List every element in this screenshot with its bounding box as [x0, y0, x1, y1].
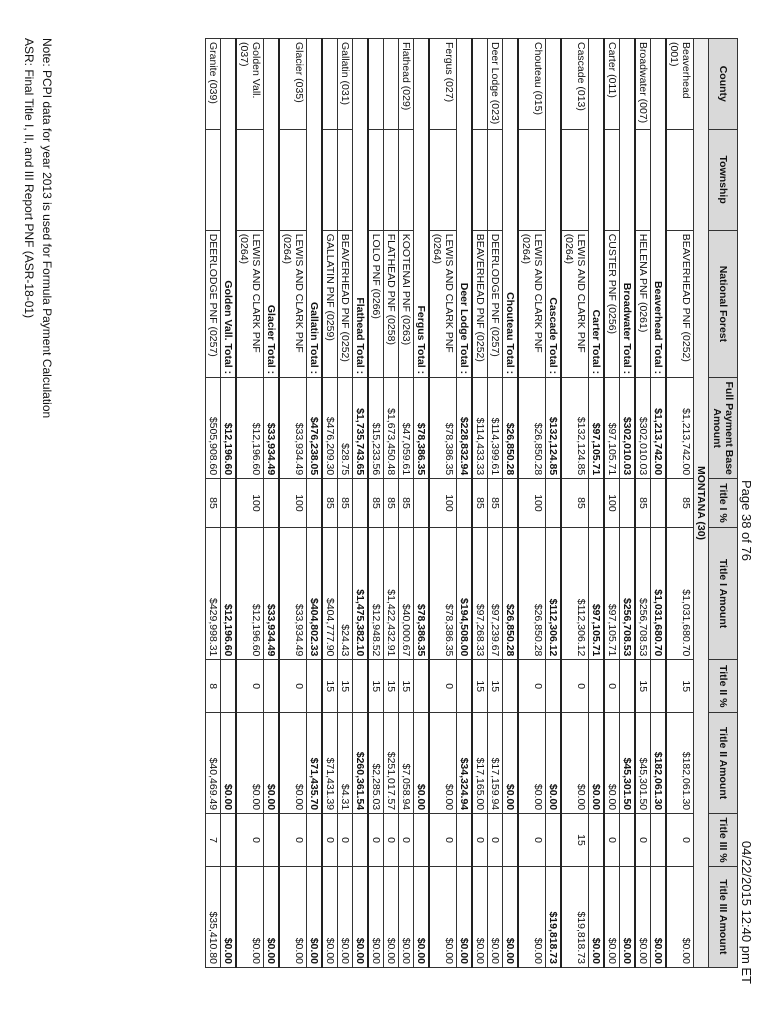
county-cell [368, 39, 384, 130]
page-footer [20, 38, 56, 418]
title1-amount-cell: $256,708.53 [635, 527, 651, 660]
title2-pct-cell [221, 660, 237, 713]
title1-amount-cell: $12,196.60 [221, 527, 237, 660]
title1-amount-cell: $78,386.35 [429, 527, 457, 660]
total-label: Beaverhead Total : [651, 39, 667, 378]
title2-pct-cell [503, 660, 519, 713]
title2-amount-cell: $4.31 [338, 713, 353, 814]
title2-amount-cell: $2,285.03 [368, 713, 384, 814]
township-cell [399, 129, 414, 230]
state-row [694, 39, 709, 968]
title3-amount-cell: $0.00 [429, 866, 457, 967]
county-cell: Glacier (035) [279, 39, 307, 130]
title3-pct-cell: 7 [206, 814, 221, 867]
township-cell [206, 129, 221, 230]
title1-amount-cell: $1,031,680.70 [651, 527, 667, 660]
title1-pct-cell: 85 [472, 479, 488, 527]
full-payment-cell: $33,934.49 [264, 378, 280, 479]
title1-amount-cell: $33,934.49 [279, 527, 307, 660]
title2-amount-cell: $17,165.00 [472, 713, 488, 814]
township-cell [635, 129, 651, 230]
title3-amount-cell: $35,410.80 [206, 866, 221, 967]
title2-amount-cell: $0.00 [561, 713, 589, 814]
county-cell [384, 39, 399, 130]
county-cell: Cascade (013) [561, 39, 589, 130]
table-row [429, 39, 457, 968]
title1-amount-cell: $12,196.60 [236, 527, 264, 660]
title3-amount-cell: $0.00 [488, 866, 503, 967]
total-row [353, 39, 369, 968]
title2-pct-cell [589, 660, 605, 713]
title3-amount-cell: $0.00 [264, 866, 280, 967]
title3-amount-cell: $0.00 [322, 866, 338, 967]
col-title3-pct: Title III % [709, 814, 738, 867]
county-cell: Flathead (029) [399, 39, 414, 130]
title3-pct-cell: 0 [518, 814, 546, 867]
title1-pct-cell [264, 479, 280, 527]
table-row [368, 39, 384, 968]
full-payment-cell: $132,124.85 [561, 378, 589, 479]
full-payment-cell: $1,213,742.00 [651, 378, 667, 479]
forest-cell: DEERLODGE PNF (0257) [488, 230, 503, 377]
title3-pct-cell [353, 814, 369, 867]
title3-amount-cell: $0.00 [414, 866, 430, 967]
total-label: Carter Total : [589, 39, 605, 378]
title2-amount-cell: $0.00 [279, 713, 307, 814]
title3-pct-cell [264, 814, 280, 867]
full-payment-cell: $132,124.85 [546, 378, 562, 479]
township-cell [236, 129, 264, 230]
title3-pct-cell: 0 [399, 814, 414, 867]
title3-pct-cell [307, 814, 323, 867]
title2-pct-cell [353, 660, 369, 713]
title2-amount-cell: $0.00 [589, 713, 605, 814]
full-payment-cell: $15,233.56 [368, 378, 384, 479]
total-label: Cascade Total : [546, 39, 562, 378]
title3-pct-cell: 0 [236, 814, 264, 867]
title2-amount-cell: $45,301.50 [620, 713, 636, 814]
title3-amount-cell: $0.00 [399, 866, 414, 967]
title1-pct-cell [457, 479, 473, 527]
table-row [322, 39, 338, 968]
title3-amount-cell: $0.00 [221, 866, 237, 967]
full-payment-cell: $114,433.33 [472, 378, 488, 479]
title2-amount-cell: $182,061.30 [666, 713, 694, 814]
title1-pct-cell [620, 479, 636, 527]
title2-pct-cell: 15 [635, 660, 651, 713]
title2-amount-cell: $0.00 [221, 713, 237, 814]
title2-pct-cell: 15 [399, 660, 414, 713]
title3-pct-cell [546, 814, 562, 867]
title2-amount-cell: $34,324.94 [457, 713, 473, 814]
title1-pct-cell [414, 479, 430, 527]
forest-cell: LEWIS AND CLARK PNF (0264) [236, 230, 264, 377]
title2-pct-cell: 15 [488, 660, 503, 713]
full-payment-cell: $47,059.61 [399, 378, 414, 479]
title2-pct-cell: 0 [518, 660, 546, 713]
title2-amount-cell: $17,159.94 [488, 713, 503, 814]
title3-pct-cell [620, 814, 636, 867]
title1-amount-cell: $26,850.28 [518, 527, 546, 660]
full-payment-cell: $302,010.03 [635, 378, 651, 479]
full-payment-cell: $1,673,450.48 [384, 378, 399, 479]
forest-cell: KOOTENAI PNF (0263) [399, 230, 414, 377]
title1-amount-cell: $194,508.00 [457, 527, 473, 660]
county-cell: Granite (039) [206, 39, 221, 130]
table-row [666, 39, 694, 968]
title2-amount-cell: $40,469.49 [206, 713, 221, 814]
title2-pct-cell: 15 [666, 660, 694, 713]
title2-amount-cell: $0.00 [414, 713, 430, 814]
title1-pct-cell [651, 479, 667, 527]
title3-pct-cell: 0 [429, 814, 457, 867]
full-payment-cell: $33,934.49 [279, 378, 307, 479]
title3-pct-cell [503, 814, 519, 867]
title2-amount-cell: $260,361.54 [353, 713, 369, 814]
total-row [589, 39, 605, 968]
col-title2-pct: Title II % [709, 660, 738, 713]
title1-amount-cell: $24.43 [338, 527, 353, 660]
title2-amount-cell: $182,061.30 [651, 713, 667, 814]
title2-pct-cell: 15 [368, 660, 384, 713]
full-payment-cell: $28.75 [338, 378, 353, 479]
title3-amount-cell: $0.00 [307, 866, 323, 967]
title2-amount-cell: $45,301.50 [635, 713, 651, 814]
title1-pct-cell: 85 [206, 479, 221, 527]
total-label: Chouteau Total : [503, 39, 519, 378]
title2-pct-cell [546, 660, 562, 713]
title3-amount-cell: $0.00 [368, 866, 384, 967]
township-cell [338, 129, 353, 230]
title3-pct-cell: 0 [322, 814, 338, 867]
forest-cell: GALLATIN PNF (0259) [322, 230, 338, 377]
title2-pct-cell [620, 660, 636, 713]
full-payment-cell: $78,386.35 [429, 378, 457, 479]
total-row [546, 39, 562, 968]
total-label: Golden Vall. Total : [221, 39, 237, 378]
title3-amount-cell: $0.00 [338, 866, 353, 967]
title3-pct-cell [414, 814, 430, 867]
title3-amount-cell: $0.00 [279, 866, 307, 967]
table-row [206, 39, 221, 968]
title1-amount-cell: $40,000.67 [399, 527, 414, 660]
title2-amount-cell: $71,431.39 [322, 713, 338, 814]
forest-cell: DEERLODGE PNF (0257) [206, 230, 221, 377]
title1-pct-cell: 85 [666, 479, 694, 527]
title1-pct-cell: 100 [604, 479, 620, 527]
title1-amount-cell: $404,777.90 [322, 527, 338, 660]
title3-amount-cell: $0.00 [589, 866, 605, 967]
title3-amount-cell: $19,818.73 [546, 866, 562, 967]
total-row [651, 39, 667, 968]
title3-pct-cell: 0 [338, 814, 353, 867]
title3-amount-cell: $0.00 [384, 866, 399, 967]
title3-pct-cell: 0 [368, 814, 384, 867]
title1-amount-cell: $1,475,382.10 [353, 527, 369, 660]
title3-amount-cell: $0.00 [635, 866, 651, 967]
full-payment-cell: $1,213,742.00 [666, 378, 694, 479]
col-township: Township [709, 129, 738, 230]
township-cell [666, 129, 694, 230]
forest-cell: LEWIS AND CLARK PNF (0264) [518, 230, 546, 377]
county-cell: Chouteau (015) [518, 39, 546, 130]
col-county: County [709, 39, 738, 130]
full-payment-cell: $114,399.61 [488, 378, 503, 479]
title2-amount-cell: $251,017.57 [384, 713, 399, 814]
title1-pct-cell: 85 [561, 479, 589, 527]
report-datetime: 04/22/2015 12:40 pm ET [739, 840, 754, 984]
col-title2-amount: Title II Amount [709, 713, 738, 814]
township-cell [488, 129, 503, 230]
table-row [561, 39, 589, 968]
forest-cell: LEWIS AND CLARK PNF (0264) [279, 230, 307, 377]
forest-cell: BEAVERHEAD PNF (0252) [666, 230, 694, 377]
title1-amount-cell: $97,268.33 [472, 527, 488, 660]
title1-pct-cell [353, 479, 369, 527]
full-payment-cell: $97,105.71 [604, 378, 620, 479]
title1-pct-cell: 85 [368, 479, 384, 527]
title1-amount-cell: $1,422,432.91 [384, 527, 399, 660]
title3-amount-cell: $0.00 [353, 866, 369, 967]
full-payment-cell: $1,735,743.65 [353, 378, 369, 479]
county-cell: Broadwater (007) [635, 39, 651, 130]
total-row [457, 39, 473, 968]
township-cell [604, 129, 620, 230]
title2-pct-cell: 0 [279, 660, 307, 713]
title1-pct-cell: 100 [518, 479, 546, 527]
full-payment-cell: $26,850.28 [518, 378, 546, 479]
title1-pct-cell: 100 [279, 479, 307, 527]
footer-report-id: ASR: Final Title I, II, and III Report PNF (ASR-18-01) [22, 38, 36, 319]
full-payment-cell: $12,196.60 [236, 378, 264, 479]
title3-pct-cell: 0 [604, 814, 620, 867]
township-cell [384, 129, 399, 230]
township-cell [561, 129, 589, 230]
total-label: Flathead Total : [353, 39, 369, 378]
title2-pct-cell: 0 [604, 660, 620, 713]
title3-amount-cell: $0.00 [236, 866, 264, 967]
full-payment-cell: $12,196.60 [221, 378, 237, 479]
title2-amount-cell: $0.00 [236, 713, 264, 814]
title1-pct-cell [307, 479, 323, 527]
total-label: Deer Lodge Total : [457, 39, 473, 378]
title3-amount-cell: $0.00 [620, 866, 636, 967]
title2-amount-cell: $7,058.94 [399, 713, 414, 814]
title1-pct-cell: 100 [236, 479, 264, 527]
title2-amount-cell: $71,435.70 [307, 713, 323, 814]
total-row [264, 39, 280, 968]
title3-amount-cell: $0.00 [651, 866, 667, 967]
title2-pct-cell: 15 [384, 660, 399, 713]
title1-pct-cell [589, 479, 605, 527]
title2-amount-cell: $0.00 [604, 713, 620, 814]
full-payment-cell: $302,010.03 [620, 378, 636, 479]
title2-amount-cell: $0.00 [429, 713, 457, 814]
forest-cell: LOLO PNF (0266) [368, 230, 384, 377]
title1-amount-cell: $26,850.28 [503, 527, 519, 660]
township-cell [429, 129, 457, 230]
title1-amount-cell: $97,105.71 [589, 527, 605, 660]
title2-pct-cell: 15 [472, 660, 488, 713]
title1-amount-cell: $33,934.49 [264, 527, 280, 660]
title3-pct-cell: 0 [635, 814, 651, 867]
title3-amount-cell: $0.00 [503, 866, 519, 967]
table-row [604, 39, 620, 968]
col-national-forest: National Forest [709, 230, 738, 377]
title3-pct-cell: 0 [472, 814, 488, 867]
table-row [635, 39, 651, 968]
table-row [518, 39, 546, 968]
full-payment-cell: $476,238.05 [307, 378, 323, 479]
total-label: Glacier Total : [264, 39, 280, 378]
title1-pct-cell: 85 [384, 479, 399, 527]
forest-cell: BEAVERHEAD PNF (0252) [472, 230, 488, 377]
title3-pct-cell [221, 814, 237, 867]
title1-pct-cell [546, 479, 562, 527]
title3-amount-cell: $0.00 [666, 866, 694, 967]
total-row [503, 39, 519, 968]
title3-pct-cell [457, 814, 473, 867]
title1-amount-cell: $78,386.35 [414, 527, 430, 660]
state-label: MONTANA (30) [694, 39, 709, 968]
title3-amount-cell: $19,818.73 [561, 866, 589, 967]
title1-amount-cell: $112,306.12 [546, 527, 562, 660]
county-cell: Carter (011) [604, 39, 620, 130]
township-cell [322, 129, 338, 230]
full-payment-cell: $476,209.30 [322, 378, 338, 479]
title1-pct-cell: 85 [488, 479, 503, 527]
table-row [384, 39, 399, 968]
total-row [620, 39, 636, 968]
title2-amount-cell: $0.00 [503, 713, 519, 814]
full-payment-cell: $228,832.94 [457, 378, 473, 479]
title1-pct-cell [221, 479, 237, 527]
forest-cell: CUSTER PNF (0256) [604, 230, 620, 377]
title1-pct-cell: 85 [399, 479, 414, 527]
title2-pct-cell [651, 660, 667, 713]
forest-cell: HELENA PNF (0261) [635, 230, 651, 377]
title1-amount-cell: $256,708.53 [620, 527, 636, 660]
title1-pct-cell [503, 479, 519, 527]
forest-cell: BEAVERHEAD PNF (0252) [338, 230, 353, 377]
township-cell [472, 129, 488, 230]
table-row [236, 39, 264, 968]
title3-pct-cell [589, 814, 605, 867]
table-row [279, 39, 307, 968]
title2-amount-cell: $0.00 [518, 713, 546, 814]
title1-pct-cell: 85 [338, 479, 353, 527]
county-cell: Deer Lodge (023) [488, 39, 503, 130]
table-row [472, 39, 488, 968]
col-title1-pct: Title I % [709, 479, 738, 527]
county-cell: Golden Vall. (037) [236, 39, 264, 130]
title1-amount-cell: $429,998.31 [206, 527, 221, 660]
county-cell [472, 39, 488, 130]
title2-pct-cell: 15 [322, 660, 338, 713]
page-number: Page 38 of 76 [739, 480, 754, 561]
title2-amount-cell: $0.00 [264, 713, 280, 814]
total-row [414, 39, 430, 968]
col-full-payment: Full Payment Base Amount [709, 378, 738, 479]
title3-pct-cell: 0 [488, 814, 503, 867]
township-cell [279, 129, 307, 230]
township-cell [368, 129, 384, 230]
footer-note: Note: PCPI data for year 2013 is used for Formula Payment Calculation [40, 38, 54, 419]
title1-amount-cell: $1,031,680.70 [666, 527, 694, 660]
township-cell [518, 129, 546, 230]
title1-amount-cell: $97,239.67 [488, 527, 503, 660]
title2-pct-cell: 0 [236, 660, 264, 713]
county-cell: Beaverhead (001) [666, 39, 694, 130]
title3-amount-cell: $0.00 [457, 866, 473, 967]
table-header-row [709, 39, 738, 968]
full-payment-cell: $97,105.71 [589, 378, 605, 479]
title3-pct-cell: 0 [384, 814, 399, 867]
title3-pct-cell: 15 [561, 814, 589, 867]
col-title3-amount: Title III Amount [709, 866, 738, 967]
col-title1-amount: Title I Amount [709, 527, 738, 660]
total-row [307, 39, 323, 968]
table-row [399, 39, 414, 968]
title1-pct-cell: 100 [429, 479, 457, 527]
full-payment-cell: $26,850.28 [503, 378, 519, 479]
county-cell: Fergus (027) [429, 39, 457, 130]
title1-amount-cell: $97,105.71 [604, 527, 620, 660]
title2-pct-cell [457, 660, 473, 713]
title3-pct-cell: 0 [279, 814, 307, 867]
title2-pct-cell [307, 660, 323, 713]
title2-pct-cell [264, 660, 280, 713]
total-label: Fergus Total : [414, 39, 430, 378]
county-cell: Gallatin (031) [338, 39, 353, 130]
total-label: Broadwater Total : [620, 39, 636, 378]
title1-pct-cell: 85 [322, 479, 338, 527]
title1-amount-cell: $404,802.33 [307, 527, 323, 660]
table-row [488, 39, 503, 968]
title1-amount-cell: $112,306.12 [561, 527, 589, 660]
title3-amount-cell: $0.00 [472, 866, 488, 967]
title2-pct-cell: 0 [429, 660, 457, 713]
title1-pct-cell: 85 [635, 479, 651, 527]
title2-pct-cell: 8 [206, 660, 221, 713]
full-payment-cell: $78,386.35 [414, 378, 430, 479]
title3-pct-cell: 0 [666, 814, 694, 867]
total-label: Gallatin Total : [307, 39, 323, 378]
title3-amount-cell: $0.00 [518, 866, 546, 967]
payment-table [205, 38, 738, 968]
forest-cell: LEWIS AND CLARK PNF (0264) [429, 230, 457, 377]
title1-amount-cell: $12,948.52 [368, 527, 384, 660]
title2-pct-cell: 0 [561, 660, 589, 713]
title2-amount-cell: $0.00 [546, 713, 562, 814]
full-payment-cell: $505,908.60 [206, 378, 221, 479]
county-cell [322, 39, 338, 130]
title2-pct-cell: 15 [338, 660, 353, 713]
forest-cell: FLATHEAD PNF (0258) [384, 230, 399, 377]
forest-cell: LEWIS AND CLARK PNF (0264) [561, 230, 589, 377]
title3-pct-cell [651, 814, 667, 867]
table-row [338, 39, 353, 968]
title2-pct-cell [414, 660, 430, 713]
title3-amount-cell: $0.00 [604, 866, 620, 967]
total-row [221, 39, 237, 968]
